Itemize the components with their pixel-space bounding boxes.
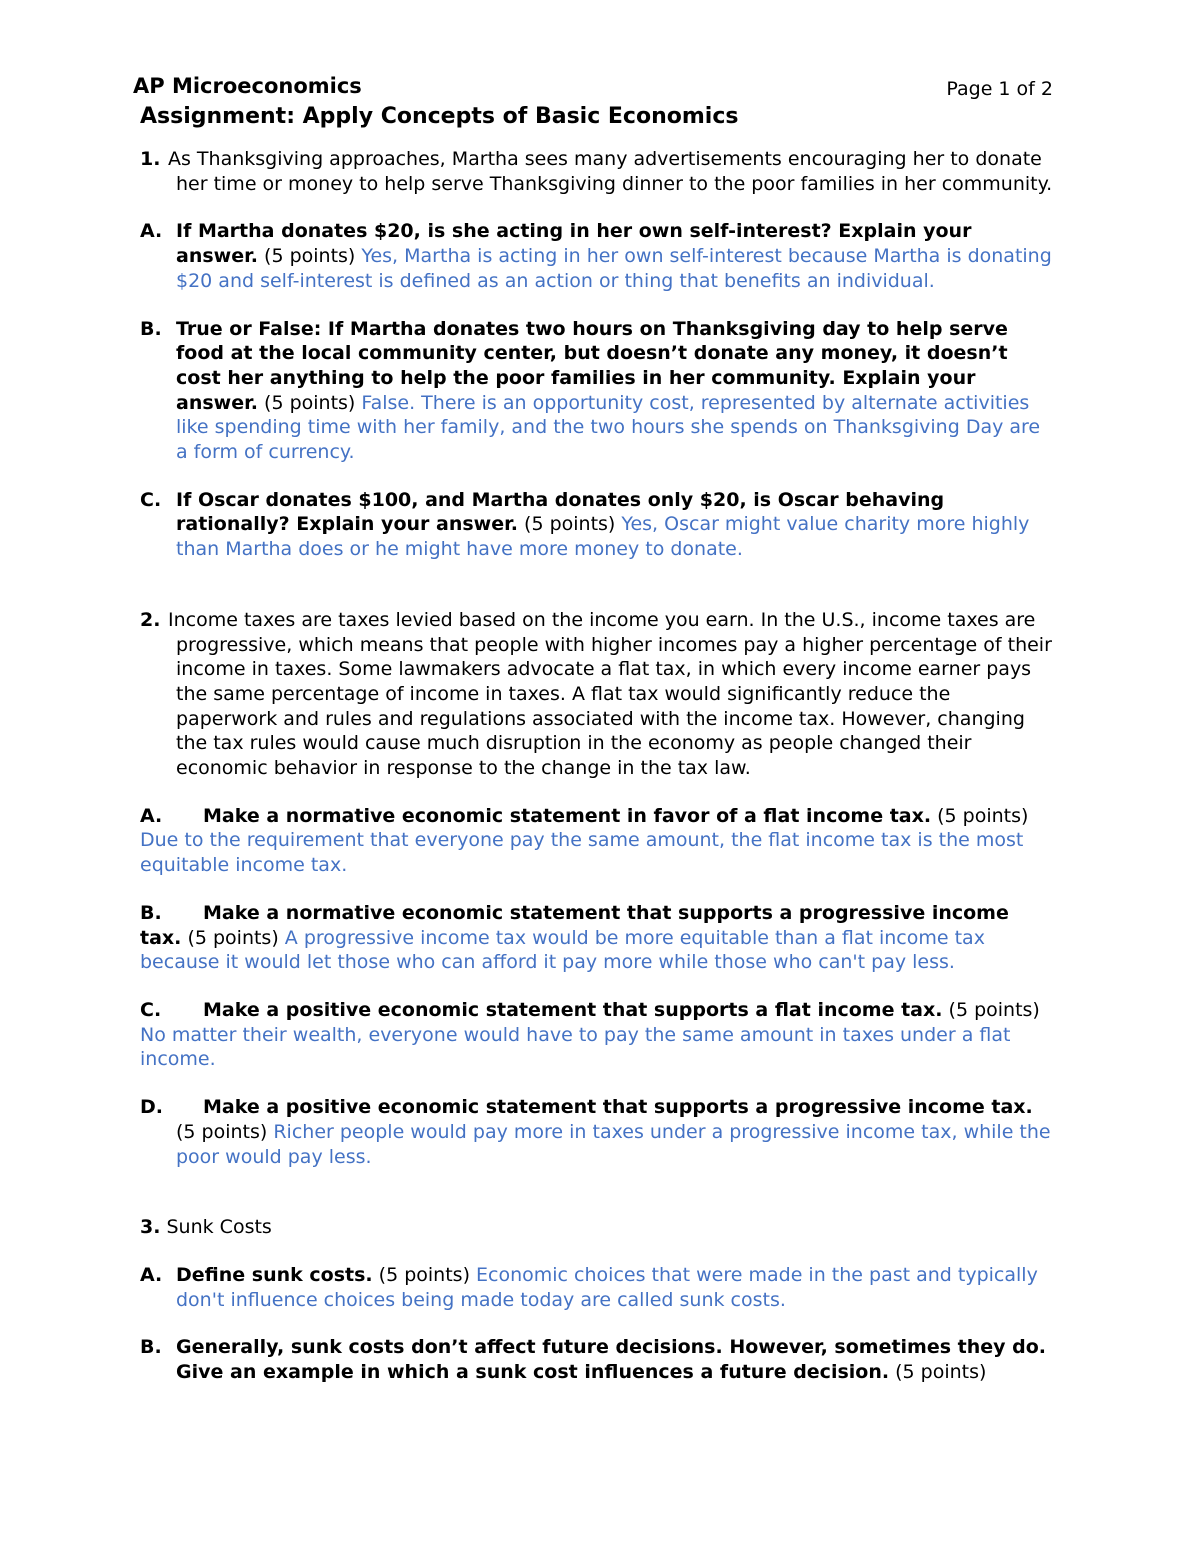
question-3-stem xyxy=(140,1215,1055,1240)
item-label: B. xyxy=(140,317,162,340)
spacer xyxy=(140,1192,1055,1215)
question-text: As Thanksgiving approaches, Martha sees many advertisements encouraging her to donate her time or money to help serve Thanksgiving dinner to the poor families in her community. xyxy=(168,148,1053,195)
item-points: (5 points) xyxy=(895,1361,987,1384)
item-points: (5 points) xyxy=(264,391,356,414)
item-answer: No matter their wealth, everyone would have to pay the same amount in taxes under a flat income. xyxy=(140,1023,1011,1071)
item-points: (5 points) xyxy=(948,998,1040,1021)
item-label: A. xyxy=(140,804,163,827)
question-1b xyxy=(140,317,1055,465)
item-question: Define sunk costs. xyxy=(176,1263,373,1286)
item-label: B. xyxy=(140,1336,162,1359)
item-answer: Yes, Martha is acting in her own self-interest because Martha is donating $20 and self-interest is defined as an action or thing that benefits an individual. xyxy=(176,245,1052,292)
item-question: Make a normative economic statement in favor of a flat income tax. xyxy=(203,804,932,827)
item-answer: Richer people would pay more in taxes under a progressive income tax, while the poor would pay less. xyxy=(176,1120,1051,1168)
item-answer: False. There is an opportunity cost, represented by alternate activities like spending time with her family, and the two hours she spends on Thanksgiving Day are a form of currency. xyxy=(176,391,1041,464)
item-answer: Economic choices that were made in the past and typically don't influence choices being made today are called sunk costs. xyxy=(176,1263,1038,1311)
item-question: If Oscar donates $100, and Martha donates only $20, is Oscar behaving rationally? Explain your answer. xyxy=(176,488,945,536)
item-question: Make a positive economic statement that supports a progressive income tax. xyxy=(203,1096,1033,1119)
course-title: AP Microeconomics xyxy=(133,74,362,98)
item-label: A. xyxy=(140,1263,163,1286)
item-question: Make a positive economic statement that supports a flat income tax. xyxy=(203,998,943,1021)
question-text: Income taxes are taxes levied based on the income you earn. In the U.S., income taxes are progressive, which means that people with higher incomes pay a higher percentage of their income in taxes. Some lawmakers advocate a flat tax, in which every income earner pays the same percentage of income in taxes. A flat tax would significantly reduce the paperwork and rules and regulations associated with the income tax. However, changing the tax rules would cause much disruption in the economy as people changed their economic behavior in response to the change in the tax law. xyxy=(168,608,1052,780)
page-number: Page 1 of 2 xyxy=(946,78,1053,100)
question-number: 3. xyxy=(140,1216,161,1239)
item-points: (5 points) xyxy=(524,513,616,536)
item-points: (5 points) xyxy=(378,1263,470,1286)
item-label: D. xyxy=(140,1096,163,1119)
assignment-content xyxy=(140,147,1055,1408)
question-1-stem xyxy=(140,147,1055,196)
question-3b xyxy=(140,1335,1055,1384)
page-header xyxy=(133,74,1053,106)
item-answer: Yes, Oscar might value charity more highly than Martha does or he might have more money to donate. xyxy=(176,513,1030,561)
question-2-stem xyxy=(140,608,1055,781)
item-points: (5 points) xyxy=(264,245,356,268)
item-question: Generally, sunk costs don’t affect future decisions. However, sometimes they do. Give an example in which a sunk cost influences a future decision. xyxy=(176,1336,1047,1384)
item-question: If Martha donates $20, is she acting in her own self-interest? Explain your answer. xyxy=(176,220,972,268)
item-points: (5 points) xyxy=(187,926,279,949)
item-question: True or False: If Martha donates two hours on Thanksgiving day to help serve food at the local community center, but doesn’t donate any money, it doesn’t cost her anything to help the poor families in her community. Explain your answer. xyxy=(176,317,1008,414)
item-answer: A progressive income tax would be more equitable than a flat income tax because it would let those who can afford it pay more while those who can't pay less. xyxy=(140,926,985,974)
item-label: A. xyxy=(140,220,163,243)
spacer xyxy=(140,585,1055,608)
item-label: C. xyxy=(140,998,162,1021)
question-2c xyxy=(140,998,1055,1072)
assignment-title: Assignment: Apply Concepts of Basic Economics xyxy=(140,104,739,129)
question-3a xyxy=(140,1263,1055,1312)
question-2d xyxy=(140,1095,1055,1169)
question-text: Sunk Costs xyxy=(166,1216,272,1239)
item-label: B. xyxy=(140,901,162,924)
item-answer: Due to the requirement that everyone pay the same amount, the flat income tax is the most equitable income tax. xyxy=(140,829,1024,877)
question-number: 1. xyxy=(140,148,161,170)
item-points: (5 points) xyxy=(176,1120,268,1143)
question-2a xyxy=(140,804,1055,878)
question-number: 2. xyxy=(140,608,161,631)
item-points: (5 points) xyxy=(937,804,1029,827)
question-1a xyxy=(140,219,1055,293)
item-label: C. xyxy=(140,488,162,511)
item-question: Make a normative economic statement that supports a progressive income tax. xyxy=(140,901,1009,949)
question-1c xyxy=(140,488,1055,562)
question-2b xyxy=(140,901,1055,975)
